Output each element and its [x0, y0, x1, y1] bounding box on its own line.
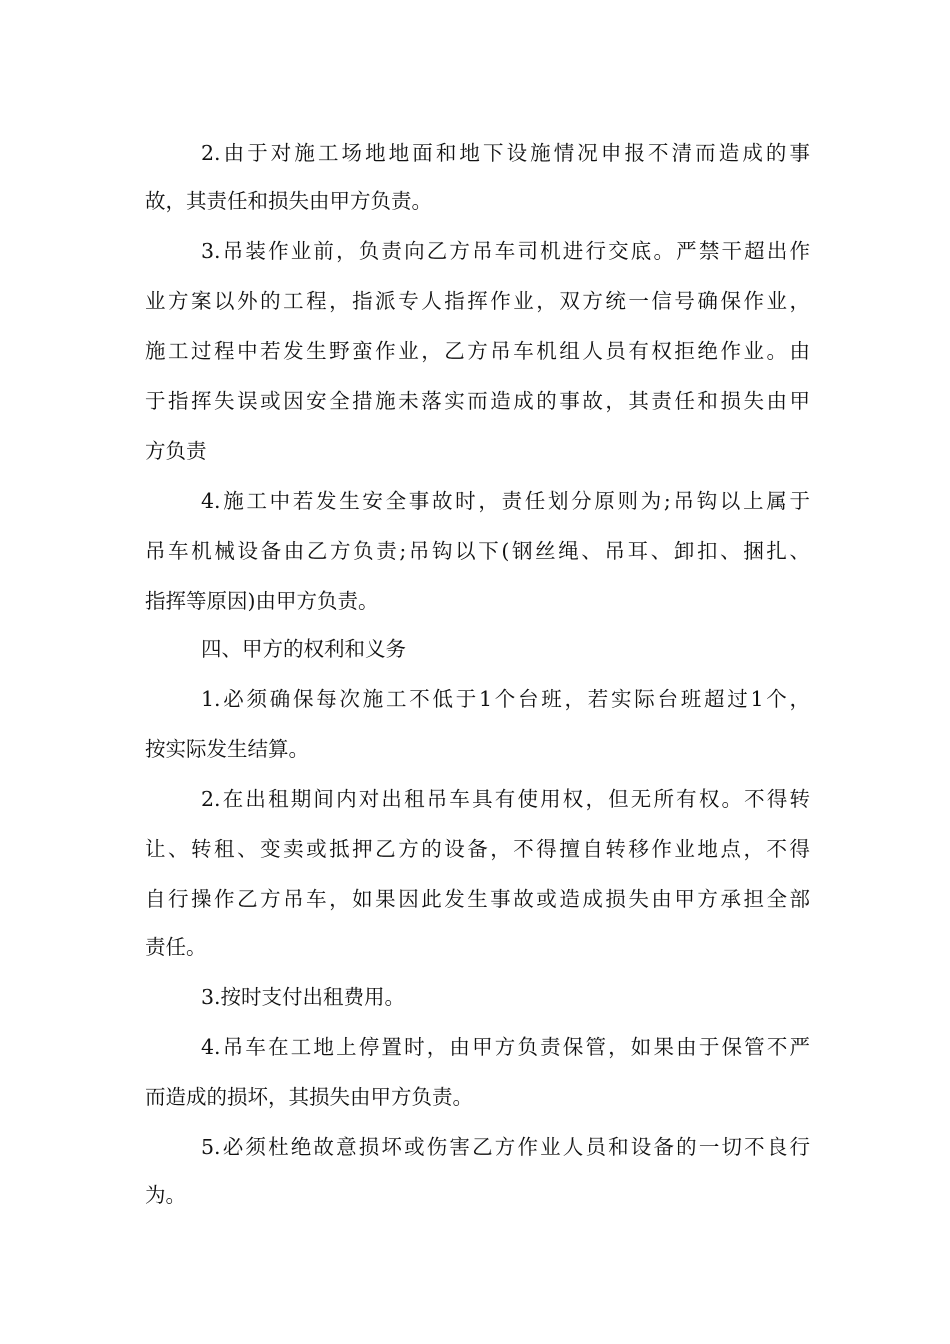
- paragraph-line: 4.吊车在工地上停置时，由甲方负责保管，如果由于保管不严: [201, 1035, 810, 1059]
- paragraph-line: 方负责: [145, 439, 207, 463]
- paragraph-line: 让、转租、变卖或抵押乙方的设备，不得擅自转移作业地点，不得: [145, 837, 810, 861]
- paragraph-line: 指挥等原因)由甲方负责。: [145, 589, 379, 613]
- paragraph-line: 责任。: [145, 935, 207, 959]
- paragraph-line: 故，其责任和损失由甲方负责。: [145, 189, 432, 213]
- paragraph-line: 吊车机械设备由乙方负责;吊钩以下(钢丝绳、吊耳、卸扣、捆扎、: [145, 539, 810, 563]
- section-heading: 四、甲方的权利和义务: [201, 637, 406, 661]
- paragraph-line: 2.由于对施工场地地面和地下设施情况申报不清而造成的事: [201, 141, 810, 165]
- paragraph-line: 为。: [145, 1183, 186, 1207]
- paragraph-line: 自行操作乙方吊车，如果因此发生事故或造成损失由甲方承担全部: [145, 887, 810, 911]
- paragraph-line: 3.按时支付出租费用。: [201, 985, 406, 1009]
- paragraph-line: 按实际发生结算。: [145, 737, 309, 761]
- paragraph-line: 施工过程中若发生野蛮作业，乙方吊车机组人员有权拒绝作业。由: [145, 339, 810, 363]
- paragraph-line: 4.施工中若发生安全事故时，责任划分原则为;吊钩以上属于: [201, 489, 810, 513]
- paragraph-line: 2.在出租期间内对出租吊车具有使用权，但无所有权。不得转: [201, 787, 810, 811]
- paragraph-line: 3.吊装作业前，负责向乙方吊车司机进行交底。严禁干超出作: [201, 239, 810, 263]
- paragraph-line: 5.必须杜绝故意损坏或伤害乙方作业人员和设备的一切不良行: [201, 1135, 810, 1159]
- paragraph-line: 业方案以外的工程，指派专人指挥作业，双方统一信号确保作业，: [145, 289, 810, 313]
- paragraph-line: 于指挥失误或因安全措施未落实而造成的事故，其责任和损失由甲: [145, 389, 810, 413]
- paragraph-line: 1.必须确保每次施工不低于1个台班，若实际台班超过1个，: [201, 687, 810, 711]
- paragraph-line: 而造成的损坏，其损失由甲方负责。: [145, 1085, 473, 1109]
